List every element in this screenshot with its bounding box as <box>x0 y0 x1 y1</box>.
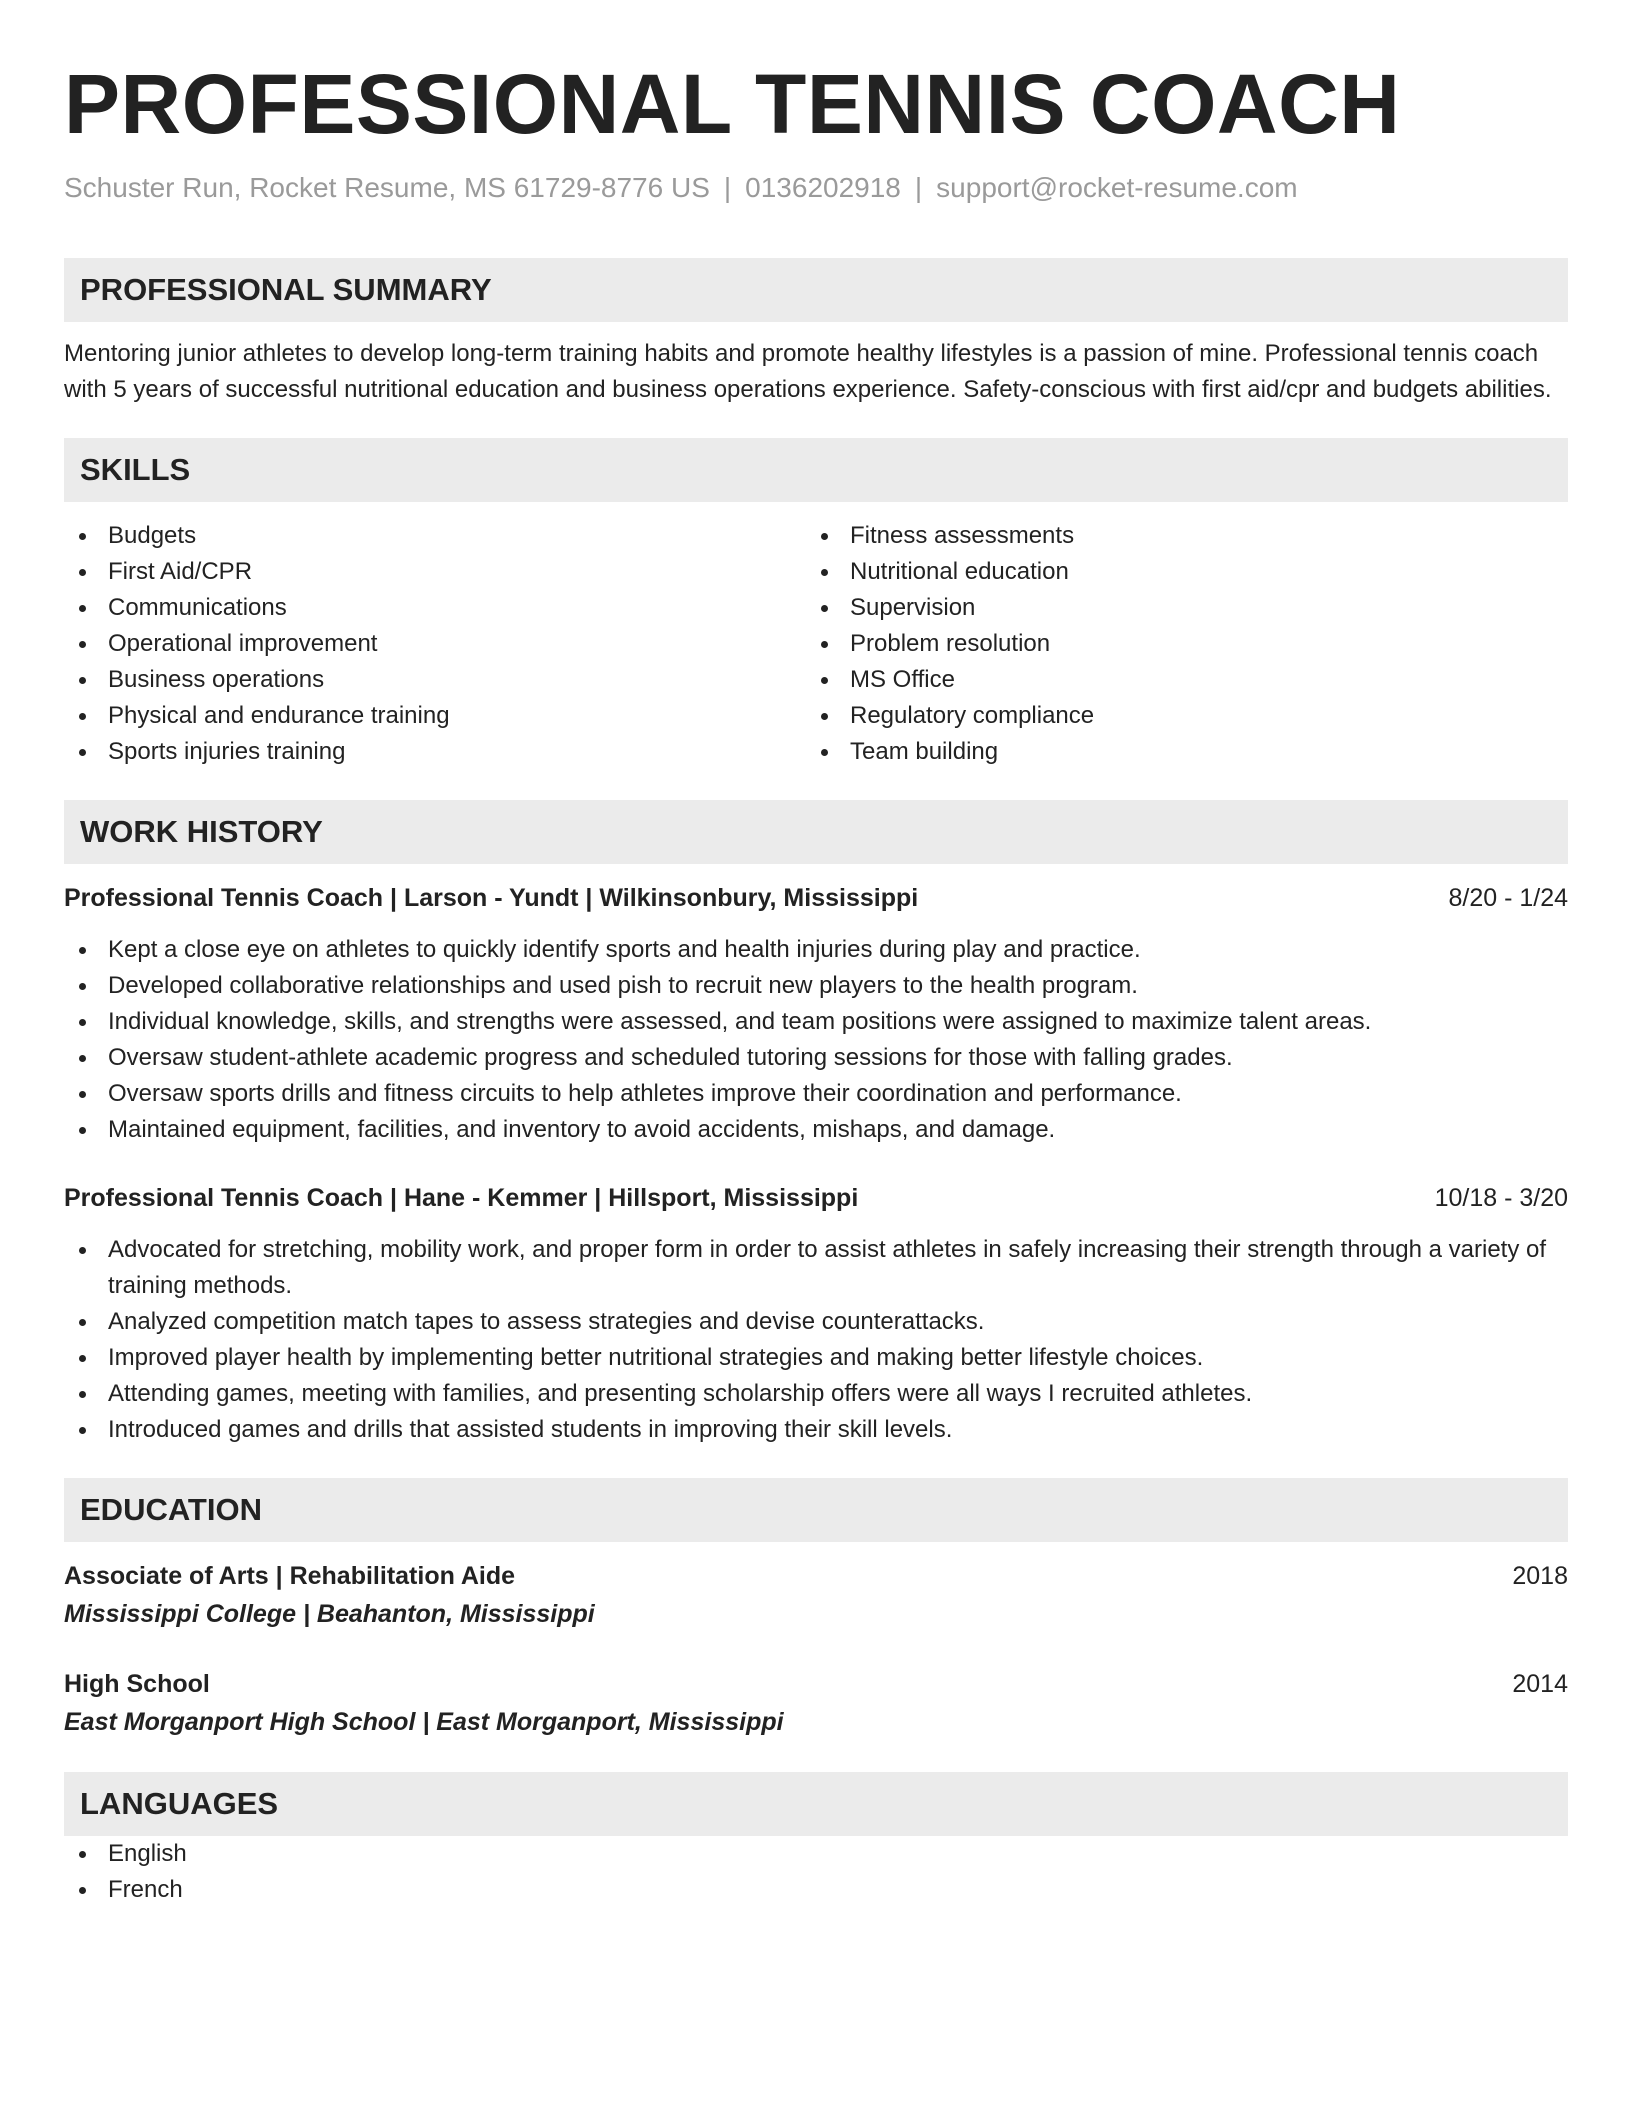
skill-item: Communications <box>64 590 806 626</box>
summary-text: Mentoring junior athletes to develop long-term training habits and promote healthy lifestyles is a passion of mine. Professional tennis coach with 5 years of successful nutritional education and business operations experience. Safety-conscious with first aid/cpr and budgets abilities. <box>64 340 1552 403</box>
language-item: English <box>64 1836 1568 1872</box>
skill-item: Problem resolution <box>806 626 1548 662</box>
education-list <box>64 1558 1568 1742</box>
education-degree: High School <box>64 1670 210 1698</box>
job-title: Professional Tennis Coach | Hane - Kemmer | Hillsport, Mississippi <box>64 1184 859 1212</box>
job-entry <box>64 1180 1568 1448</box>
skill-item: Budgets <box>64 518 806 554</box>
contact-phone: 0136202918 <box>745 172 901 203</box>
skill-item: Fitness assessments <box>806 518 1548 554</box>
skills-list-left <box>64 518 806 770</box>
education-section <box>64 1478 1568 1742</box>
skill-item: Nutritional education <box>806 554 1548 590</box>
job-duty: Analyzed competition match tapes to assess strategies and devise counterattacks. <box>64 1304 1568 1340</box>
job-entry <box>64 880 1568 1148</box>
skills-columns <box>64 518 1568 770</box>
job-title: Professional Tennis Coach | Larson - Yundt | Wilkinsonbury, Mississippi <box>64 884 919 912</box>
job-header <box>64 880 1568 916</box>
education-degree: Associate of Arts | Rehabilitation Aide <box>64 1562 516 1590</box>
job-duty: Improved player health by implementing better nutritional strategies and making better lifestyle choices. <box>64 1340 1568 1376</box>
skill-item: Physical and endurance training <box>64 698 806 734</box>
education-header <box>64 1558 1568 1594</box>
skills-section <box>64 438 1568 770</box>
job-list <box>64 880 1568 1448</box>
language-item: French <box>64 1872 1568 1908</box>
contact-line <box>64 168 1568 208</box>
contact-address: Schuster Run, Rocket Resume, MS 61729-8776 US <box>64 172 710 203</box>
section-heading-education: EDUCATION <box>64 1478 1568 1542</box>
job-duty: Individual knowledge, skills, and strengths were assessed, and team positions were assigned to maximize talent areas. <box>64 1004 1568 1040</box>
job-duty: Kept a close eye on athletes to quickly identify sports and health injuries during play and practice. <box>64 932 1568 968</box>
skill-item: Business operations <box>64 662 806 698</box>
skill-item: First Aid/CPR <box>64 554 806 590</box>
job-duty: Advocated for stretching, mobility work, and proper form in order to assist athletes in safely increasing their strength through a variety of training methods. <box>64 1232 1568 1304</box>
job-duty: Developed collaborative relationships and used pish to recruit new players to the health program. <box>64 968 1568 1004</box>
contact-separator: | <box>914 172 923 203</box>
job-duty: Oversaw sports drills and fitness circuits to help athletes improve their coordination and performance. <box>64 1076 1568 1112</box>
languages-section <box>64 1772 1568 1908</box>
resume-title: PROFESSIONAL TENNIS COACH <box>64 57 1401 151</box>
skill-item: Operational improvement <box>64 626 806 662</box>
summary-section <box>64 258 1568 408</box>
job-duties <box>64 1232 1568 1448</box>
education-entry <box>64 1558 1568 1634</box>
skill-item: Sports injuries training <box>64 734 806 770</box>
job-header <box>64 1180 1568 1216</box>
job-duty: Introduced games and drills that assisted students in improving their skill levels. <box>64 1412 1568 1448</box>
skill-item: Regulatory compliance <box>806 698 1548 734</box>
education-school: East Morganport High School | East Morganport, Mississippi <box>64 1708 784 1736</box>
resume-page <box>64 0 1568 1908</box>
education-header <box>64 1666 1568 1702</box>
education-entry <box>64 1666 1568 1742</box>
language-list <box>64 1836 1568 1908</box>
education-year: 2018 <box>1512 1562 1568 1590</box>
job-duty: Maintained equipment, facilities, and inventory to avoid accidents, mishaps, and damage. <box>64 1112 1568 1148</box>
skills-list-right <box>806 518 1548 770</box>
job-duty: Oversaw student-athlete academic progress and scheduled tutoring sessions for those with falling grades. <box>64 1040 1568 1076</box>
contact-email: support@rocket-resume.com <box>936 172 1298 203</box>
section-heading-summary: PROFESSIONAL SUMMARY <box>64 258 1568 322</box>
job-dates: 10/18 - 3/20 <box>1434 1184 1568 1212</box>
work-history-section <box>64 800 1568 1448</box>
section-heading-skills: SKILLS <box>64 438 1568 502</box>
education-school: Mississippi College | Beahanton, Mississippi <box>64 1600 595 1628</box>
contact-separator: | <box>723 172 732 203</box>
job-dates: 8/20 - 1/24 <box>1448 884 1568 912</box>
section-heading-languages: LANGUAGES <box>64 1772 1568 1836</box>
skill-item: Team building <box>806 734 1548 770</box>
education-year: 2014 <box>1512 1670 1568 1698</box>
skill-item: Supervision <box>806 590 1548 626</box>
section-heading-work-history: WORK HISTORY <box>64 800 1568 864</box>
skill-item: MS Office <box>806 662 1548 698</box>
job-duties <box>64 932 1568 1148</box>
job-duty: Attending games, meeting with families, and presenting scholarship offers were all ways I recruited athletes. <box>64 1376 1568 1412</box>
